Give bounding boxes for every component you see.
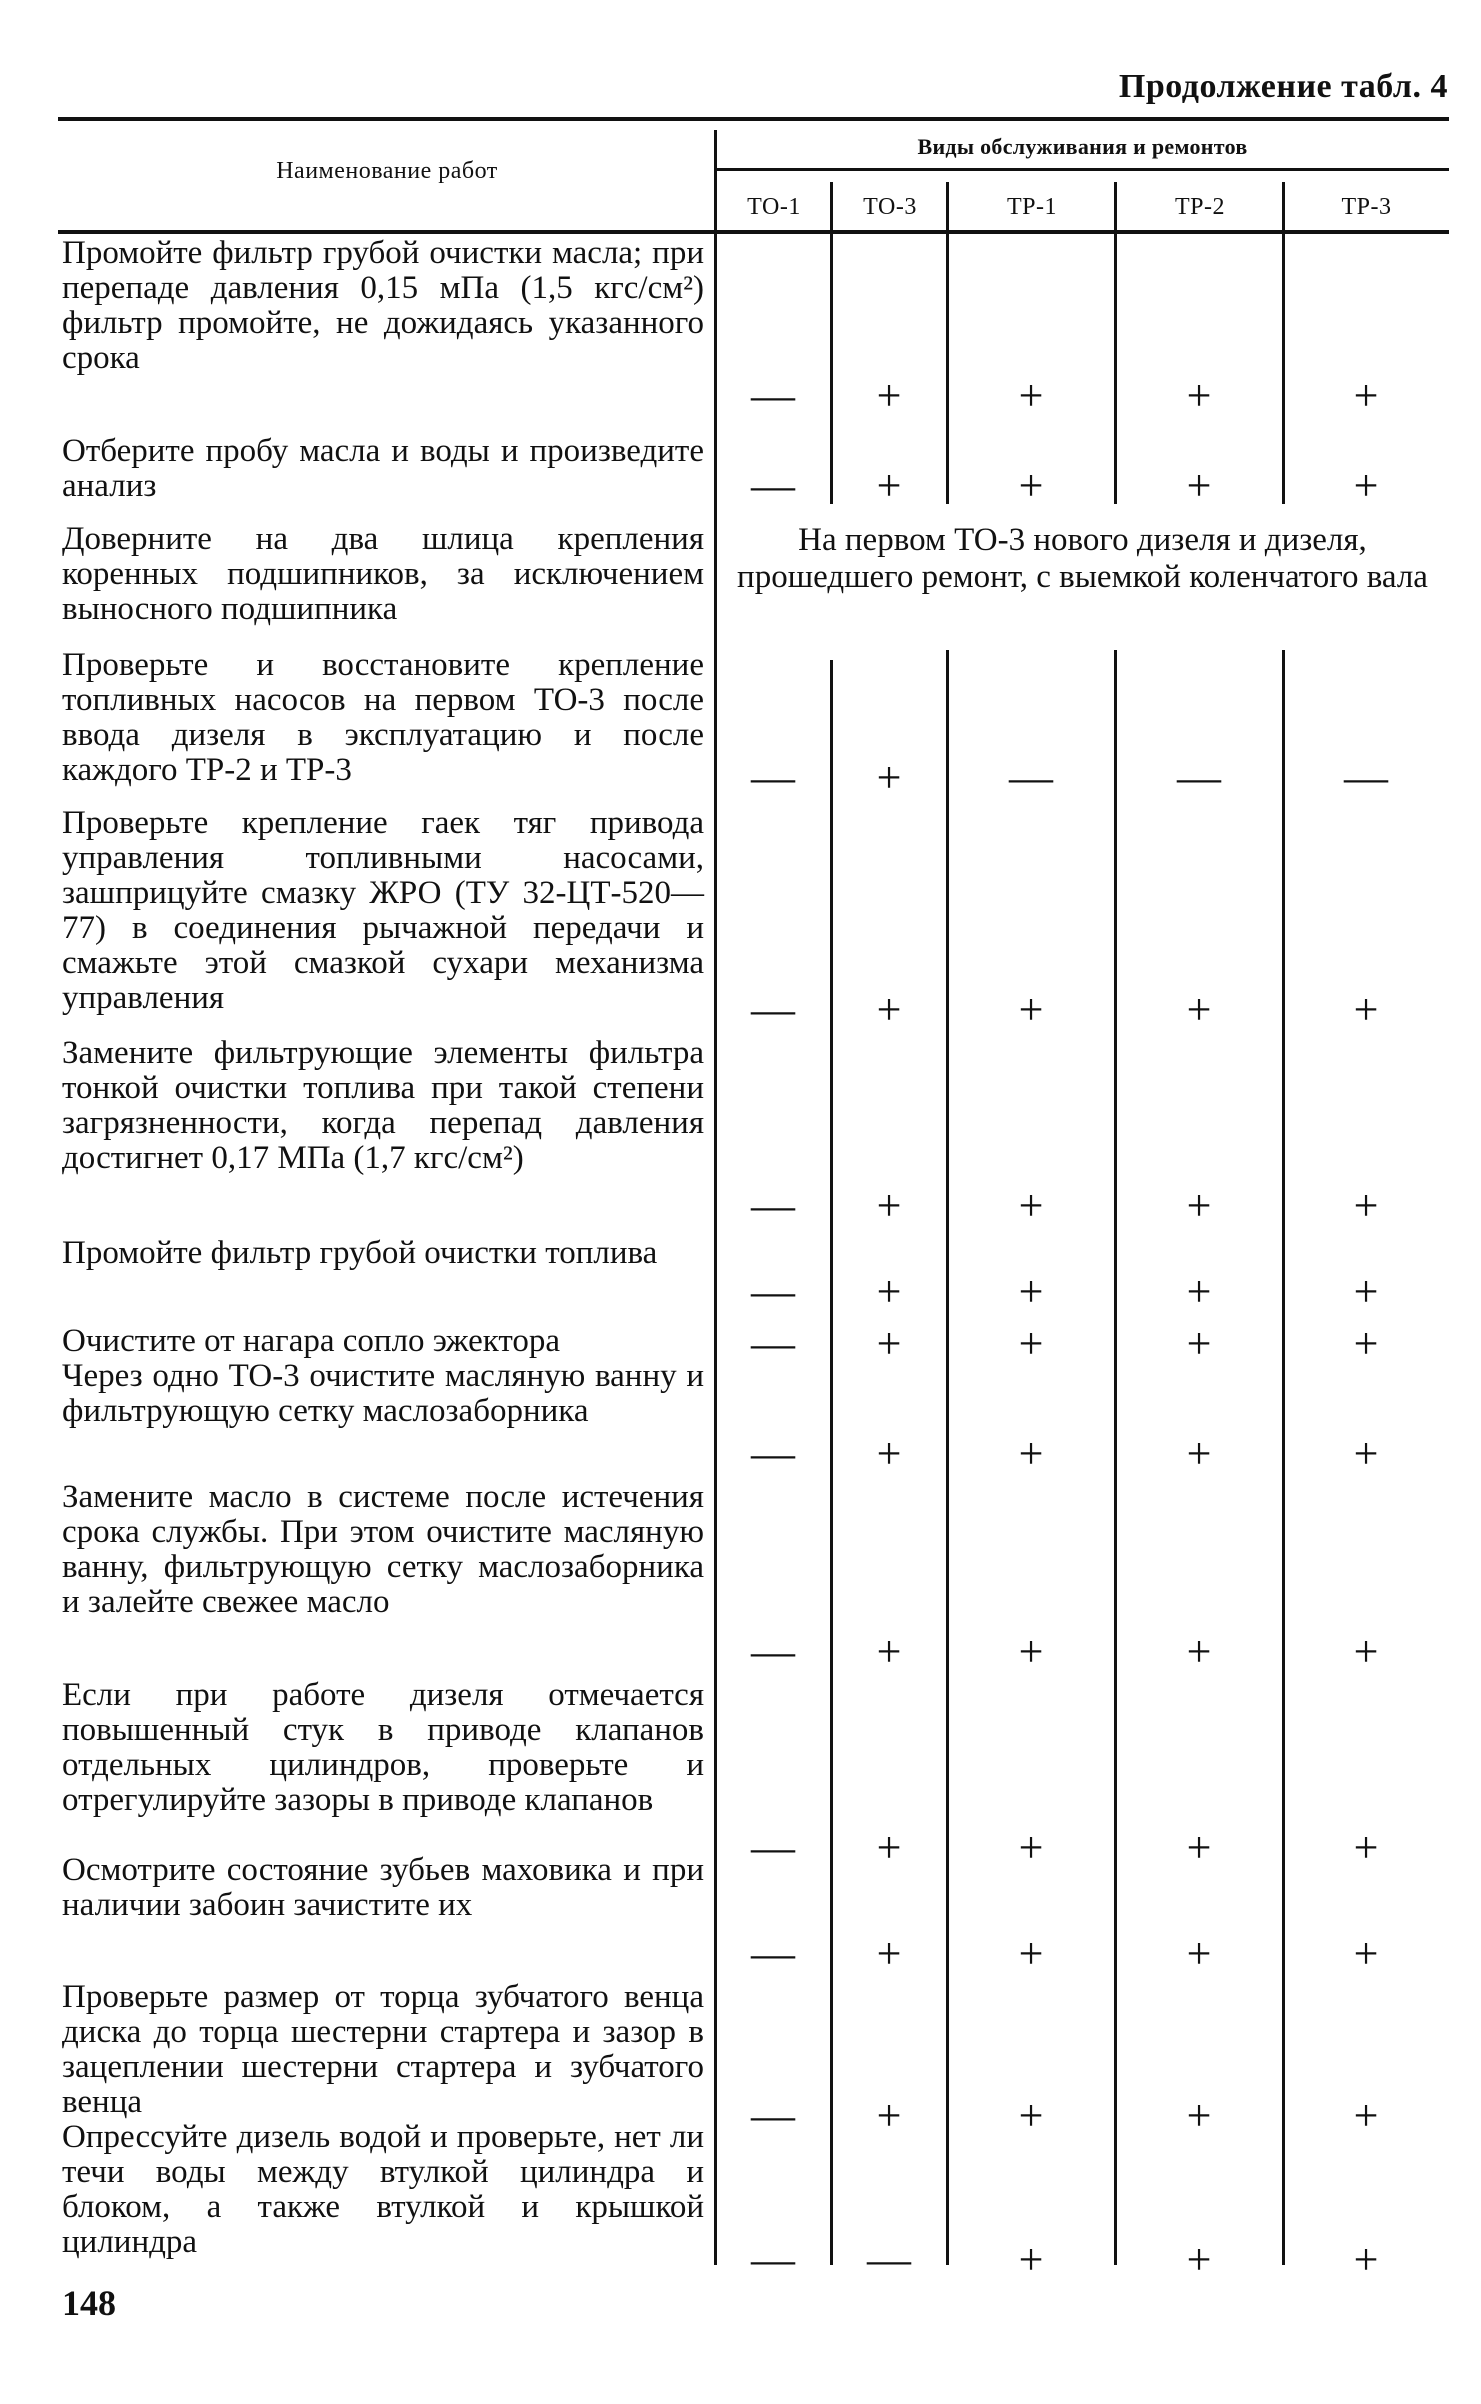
work-item: Если при работе дизеля отмечается повышенный стук в приводе клапанов отдельных цилиндров, проверьте и отрегулируйте зазоры в приводе клапанов (62, 1677, 704, 1818)
mark-cell: + (1186, 1181, 1212, 1230)
work-item: Очистите от нагара сопло эжектора (62, 1323, 560, 1359)
mark-cell: + (1018, 985, 1044, 1034)
mark-cell: — (751, 2235, 795, 2284)
mark-cell: + (1353, 1929, 1379, 1978)
column-divider-main (714, 130, 717, 2265)
mark-cell: + (1186, 1929, 1212, 1978)
mark-cell: + (1186, 985, 1212, 1034)
mark-cell: + (876, 1929, 902, 1978)
mark-cell: + (876, 2091, 902, 2140)
column-divider (1282, 182, 1285, 234)
mark-cell: + (1353, 1429, 1379, 1478)
mark-cell: + (876, 1267, 902, 1316)
column-divider (830, 234, 833, 504)
mark-cell: + (876, 371, 902, 420)
column-divider (1114, 234, 1117, 504)
work-item: Проверьте и восстановите крепление топливных насосов на первом ТО-3 после ввода дизеля в эксплуатацию и после каждого ТР-2 и ТР-3 (62, 647, 704, 788)
work-item: Через одно ТО-3 очистите масляную ванну и фильтрующую сетку маслозаборника (62, 1358, 704, 1429)
column-divider (946, 650, 949, 2265)
mark-cell: + (1353, 1181, 1379, 1230)
mark-cell: — (751, 985, 795, 1034)
group-header-rule (716, 168, 1449, 171)
mark-cell: — (867, 2235, 911, 2284)
mark-cell: + (1353, 1267, 1379, 1316)
mark-cell: + (876, 1627, 902, 1676)
mark-cell: — (751, 371, 795, 420)
mark-cell: — (751, 1319, 795, 1368)
mark-cell: — (751, 753, 795, 802)
mark-cell: — (1009, 753, 1053, 802)
mark-cell: + (1018, 2091, 1044, 2140)
mark-cell: + (876, 461, 902, 510)
mark-cell: + (1018, 461, 1044, 510)
mark-cell: + (1018, 1929, 1044, 1978)
column-header-tr1: ТР-1 (1007, 194, 1057, 220)
column-header-to1: ТО-1 (747, 194, 801, 220)
mark-cell: — (751, 2091, 795, 2140)
work-item: Опрессуйте дизель водой и проверьте, нет ли течи воды между втулкой цилиндра и блоком, а также втулкой и крышкой цилиндра (62, 2119, 704, 2260)
work-item: Промойте фильтр грубой очистки топлива (62, 1235, 658, 1271)
table-top-rule (58, 117, 1449, 121)
mark-cell: + (1353, 371, 1379, 420)
span-note: На первом ТО-3 нового дизеля и дизеля, прошедшего ремонт, с выемкой коленчатого вала (737, 522, 1428, 595)
column-header-tr2: ТР-2 (1175, 194, 1225, 220)
column-divider (1282, 234, 1285, 504)
mark-cell: + (1353, 2235, 1379, 2284)
column-divider (830, 660, 833, 2265)
mark-cell: + (1186, 1429, 1212, 1478)
mark-cell: + (1353, 1319, 1379, 1368)
mark-cell: + (1018, 1181, 1044, 1230)
mark-cell: + (1353, 461, 1379, 510)
mark-cell: + (1018, 1319, 1044, 1368)
mark-cell: + (1018, 2235, 1044, 2284)
mark-cell: + (1018, 371, 1044, 420)
mark-cell: — (1344, 753, 1388, 802)
mark-cell: + (876, 1823, 902, 1872)
column-divider (1114, 182, 1117, 234)
mark-cell: + (1353, 985, 1379, 1034)
mark-cell: + (1353, 2091, 1379, 2140)
mark-cell: + (876, 1181, 902, 1230)
mark-cell: + (1186, 461, 1212, 510)
page-number: 148 (62, 2283, 116, 2323)
work-item: Замените фильтрующие элементы фильтра тонкой очистки топлива при такой степени загрязненности, когда перепад давления достигнет 0,17 МПа (1,7 кгс/см²) (62, 1035, 704, 1176)
column-divider (1114, 650, 1117, 2265)
mark-cell: — (751, 1267, 795, 1316)
continuation-caption: Продолжение табл. 4 (1118, 68, 1448, 105)
column-group-header: Виды обслуживания и ремонтов (917, 134, 1248, 159)
mark-cell: + (1186, 371, 1212, 420)
mark-cell: — (751, 1429, 795, 1478)
mark-cell: + (1186, 2091, 1212, 2140)
mark-cell: — (751, 1929, 795, 1978)
work-item: Осмотрите состояние зубьев маховика и при наличии забоин зачистите их (62, 1852, 704, 1923)
mark-cell: — (751, 1823, 795, 1872)
mark-cell: — (1177, 753, 1221, 802)
mark-cell: + (1186, 1267, 1212, 1316)
mark-cell: + (1018, 1627, 1044, 1676)
work-item: Промойте фильтр грубой очистки масла; при перепаде давления 0,15 мПа (1,5 кгс/см²) фильтр промойте, не дожидаясь указанного срока (62, 235, 704, 376)
mark-cell: + (1186, 1823, 1212, 1872)
work-item: Замените масло в системе после истечения срока службы. При этом очистите масляную ванну, фильтрующую сетку маслозаборника и залейте свежее масло (62, 1479, 704, 1620)
mark-cell: + (876, 1429, 902, 1478)
mark-cell: + (876, 985, 902, 1034)
column-header-name: Наименование работ (276, 158, 498, 184)
column-divider (1282, 650, 1285, 2265)
mark-cell: + (1353, 1823, 1379, 1872)
column-divider (830, 182, 833, 234)
mark-cell: + (1186, 2235, 1212, 2284)
mark-cell: — (751, 461, 795, 510)
mark-cell: + (876, 1319, 902, 1368)
mark-cell: + (1018, 1267, 1044, 1316)
mark-cell: + (876, 753, 902, 802)
mark-cell: — (751, 1181, 795, 1230)
column-header-to3: ТО-3 (863, 194, 917, 220)
work-item: Проверьте крепление гаек тяг привода управления топливными насосами, зашприцуйте смазку ЖРО (ТУ 32-ЦТ-520—77) в соединения рычажной передачи и смажьте этой смазкой сухари механизма управления (62, 805, 704, 1016)
work-item: Доверните на два шлица крепления коренных подшипников, за исключением выносного подшипника (62, 521, 704, 627)
work-item: Отберите пробу масла и воды и произведите анализ (62, 433, 704, 504)
header-bottom-rule (58, 230, 1449, 234)
work-item: Проверьте размер от торца зубчатого венца диска до торца шестерни стартера и зазор в зацеплении шестерни стартера и зубчатого венца (62, 1979, 704, 2120)
column-divider (946, 182, 949, 234)
column-divider (946, 234, 949, 504)
mark-cell: — (751, 1627, 795, 1676)
mark-cell: + (1018, 1429, 1044, 1478)
mark-cell: + (1186, 1319, 1212, 1368)
mark-cell: + (1353, 1627, 1379, 1676)
mark-cell: + (1018, 1823, 1044, 1872)
mark-cell: + (1186, 1627, 1212, 1676)
column-header-tr3: ТР-3 (1341, 194, 1392, 220)
